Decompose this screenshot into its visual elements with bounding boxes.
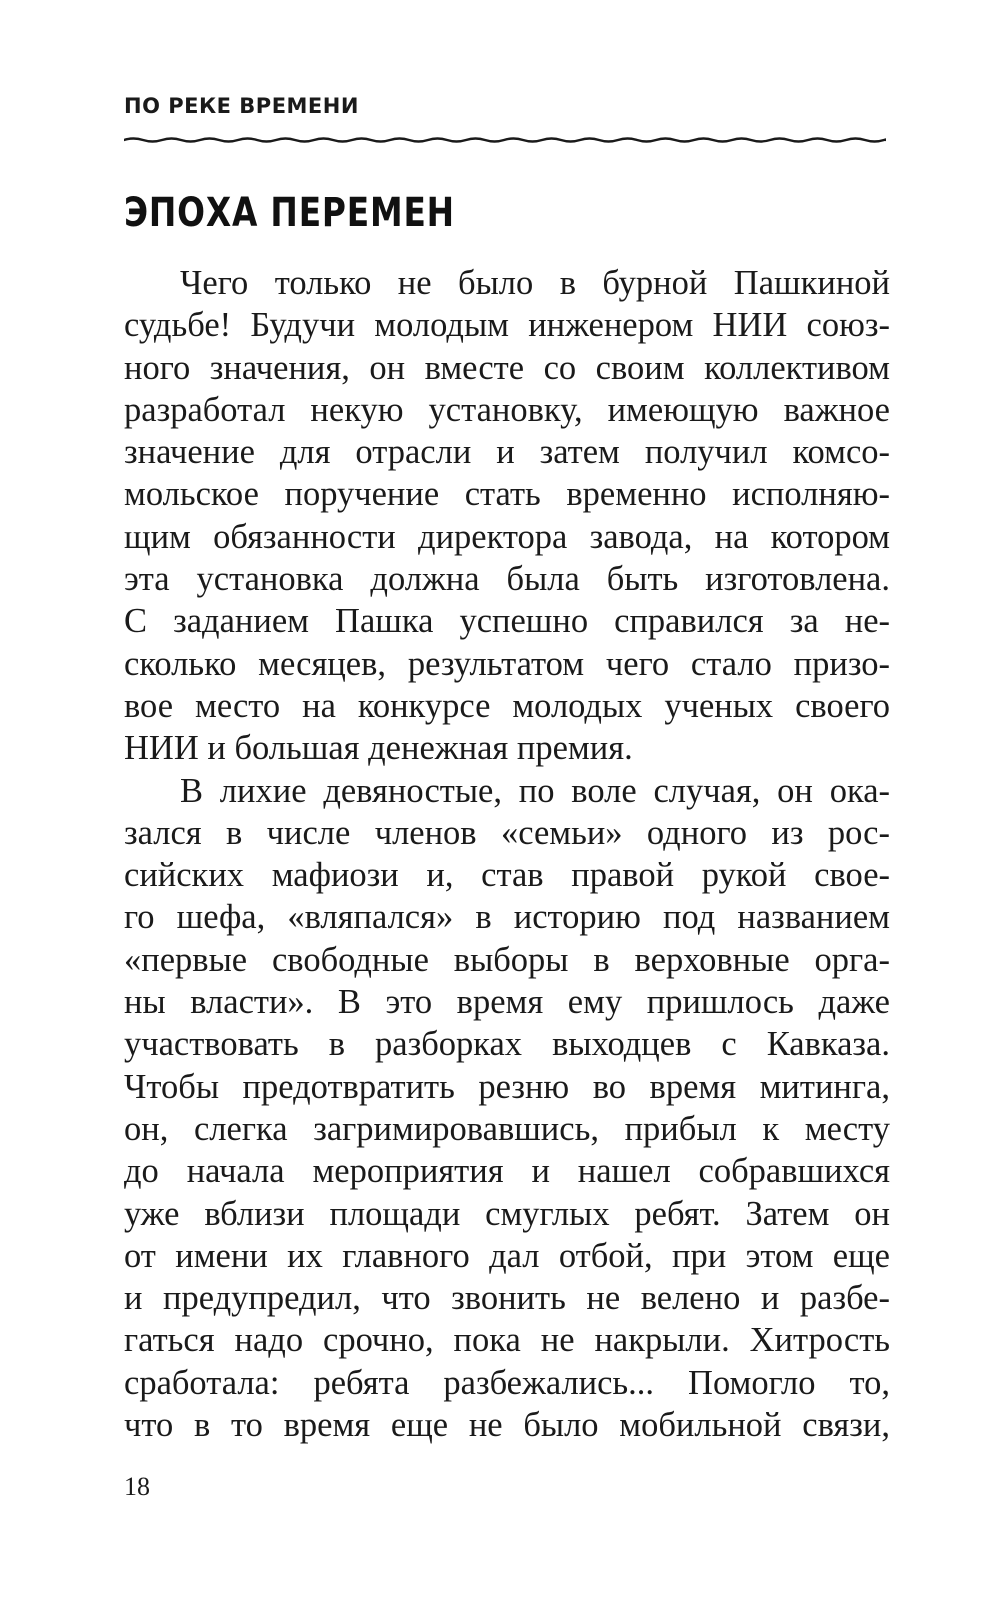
text-line: гаться надо срочно, пока не накрыли. Хитрость bbox=[124, 1321, 890, 1360]
text-line: до начала мероприятия и нашел собравшихся bbox=[124, 1152, 890, 1191]
text-line: зался в числе членов «семьи» одного из рос- bbox=[124, 813, 890, 852]
text-line: эта установка должна была быть изготовлена. bbox=[124, 560, 890, 599]
text-line: В лихие девяностые, по воле случая, он ока- bbox=[180, 771, 890, 810]
text-line: го шефа, «вляпался» в историю под названием bbox=[124, 898, 890, 937]
text-line: «первые свободные выборы в верховные орга- bbox=[124, 940, 890, 979]
text-line: он, слегка загримировавшись, прибыл к месту bbox=[124, 1109, 890, 1148]
text-line: С заданием Пашка успешно справился за не- bbox=[124, 602, 890, 641]
chapter-title: ЭПОХА ПЕРЕМЕН bbox=[124, 190, 455, 236]
text-line: и предупредил, что звонить не велено и разбе- bbox=[124, 1279, 890, 1318]
text-line: что в то время еще не было мобильной связи, bbox=[124, 1406, 890, 1445]
text-line: ны власти». В это время ему пришлось даже bbox=[124, 983, 890, 1022]
text-line: судьбе! Будучи молодым инженером НИИ союз- bbox=[124, 306, 890, 345]
paragraph-2 bbox=[124, 770, 890, 1447]
text-line: сколько месяцев, результатом чего стало призо- bbox=[124, 644, 890, 683]
text-line: вое место на конкурсе молодых ученых своего bbox=[124, 686, 890, 725]
text-line: Чтобы предотвратить резню во время митинга, bbox=[124, 1067, 890, 1106]
text-line: сработала: ребята разбежались... Помогло то, bbox=[124, 1363, 890, 1402]
page-number: 18 bbox=[124, 1472, 150, 1501]
body-text bbox=[124, 262, 890, 1446]
text-line: НИИ и большая денежная премия. bbox=[124, 729, 633, 768]
text-line: щим обязанности директора завода, на котором bbox=[124, 517, 890, 556]
wavy-divider bbox=[124, 130, 886, 150]
text-line: сийских мафиози и, став правой рукой свое- bbox=[124, 856, 890, 895]
running-header: ПО РЕКЕ ВРЕМЕНИ bbox=[124, 94, 359, 118]
text-line: от имени их главного дал отбой, при этом еще bbox=[124, 1236, 890, 1275]
text-line: ного значения, он вместе со своим коллективом bbox=[124, 348, 890, 387]
paragraph-1 bbox=[124, 262, 890, 770]
text-line: разработал некую установку, имеющую важное bbox=[124, 390, 890, 429]
text-line: мольское поручение стать временно исполняю- bbox=[124, 475, 890, 514]
text-line: участвовать в разборках выходцев с Кавказа. bbox=[124, 1025, 890, 1064]
text-line: значение для отрасли и затем получил комсо- bbox=[124, 433, 890, 472]
text-line: уже вблизи площади смуглых ребят. Затем он bbox=[124, 1194, 890, 1233]
text-line: Чего только не было в бурной Пашкиной bbox=[180, 264, 890, 302]
